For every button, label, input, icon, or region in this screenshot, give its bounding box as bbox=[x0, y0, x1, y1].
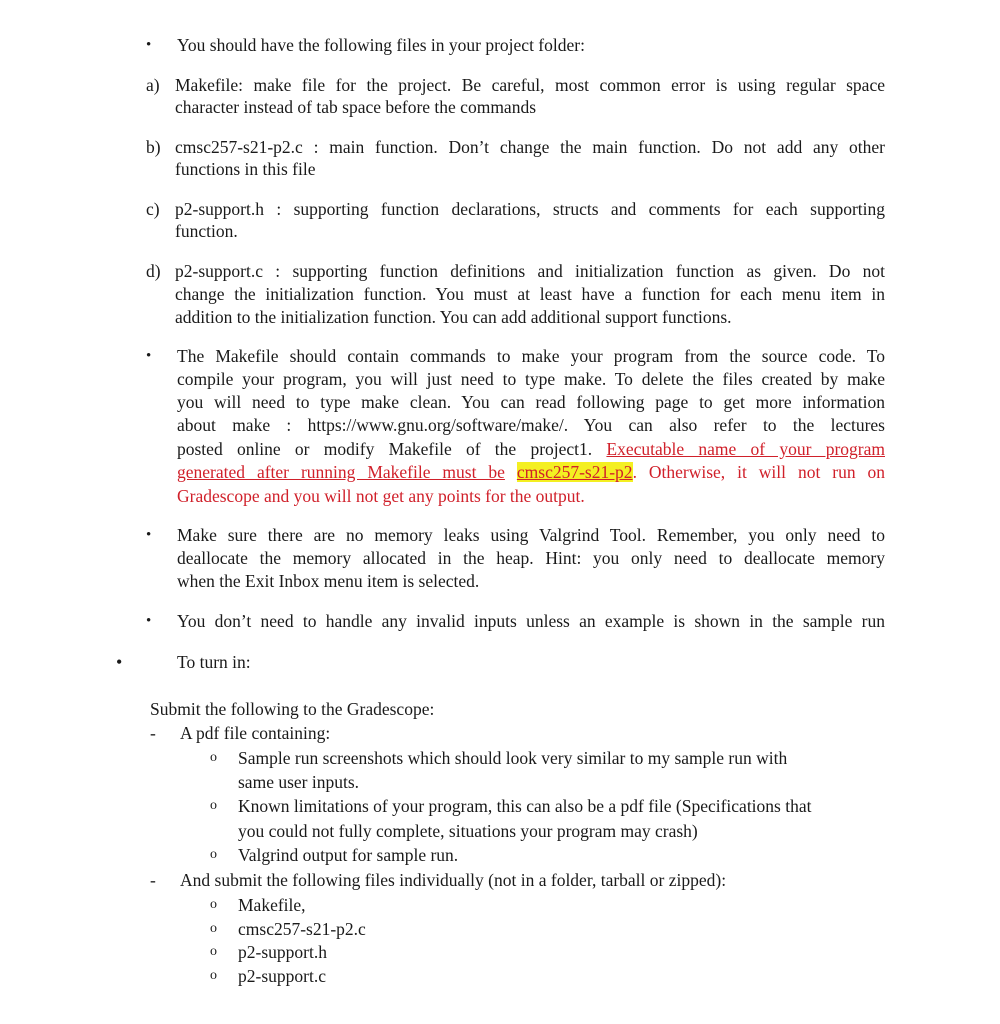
makefile-line-7: Gradescope and you will not get any points for the output. bbox=[177, 486, 585, 506]
item-d-marker: d) bbox=[146, 261, 161, 281]
circle-bullet-icon: o bbox=[210, 798, 217, 813]
circle-bullet-icon: o bbox=[210, 968, 217, 983]
warning-tail: . Otherwise, it will not run on bbox=[632, 462, 886, 482]
item-b-line-1: cmsc257-s21-p2.c : main function. Don’t change the main function. Do not add any other bbox=[175, 137, 885, 157]
turn-in-label: To turn in: bbox=[177, 652, 251, 672]
makefile-line-3: you will need to type make clean. You can read following page to get more information bbox=[177, 392, 885, 412]
pdf-label: A pdf file containing: bbox=[180, 723, 331, 743]
pdf-item-2-line-2: you could not fully complete, situations your program may crash) bbox=[238, 821, 698, 841]
item-c-line-2: function. bbox=[175, 221, 238, 241]
file-item: cmsc257-s21-p2.c bbox=[238, 919, 366, 939]
circle-bullet-icon: o bbox=[210, 847, 217, 862]
item-c-line-1: p2-support.h : supporting function declarations, structs and comments for each supporting bbox=[175, 199, 885, 219]
makefile-line-5-text: posted online or modify Makefile of the project1. bbox=[177, 439, 593, 459]
item-a-line-2: character instead of tab space before the commands bbox=[175, 97, 537, 117]
intro-text: You should have the following files in your project folder: bbox=[177, 35, 585, 55]
circle-bullet-icon: o bbox=[210, 750, 217, 765]
makefile-line-5 bbox=[177, 438, 885, 460]
item-d-line-1: p2-support.c : supporting function definitions and initialization function as given. Do not bbox=[175, 261, 885, 281]
pdf-item-1-line-1: Sample run screenshots which should look very similar to my sample run with bbox=[238, 748, 788, 768]
circle-bullet-icon: o bbox=[210, 921, 217, 936]
pdf-item-1-line-2: same user inputs. bbox=[238, 772, 360, 792]
makefile-line-4: about make : https://www.gnu.org/software/make/. You can also refer to the lectures bbox=[177, 415, 885, 435]
valgrind-line-1: Make sure there are no memory leaks using Valgrind Tool. Remember, you only need to bbox=[177, 525, 885, 545]
makefile-line-1: The Makefile should contain commands to make your program from the source code. To bbox=[177, 346, 885, 366]
bullet-icon: • bbox=[116, 652, 123, 672]
item-d-line-3: addition to the initialization function. You can add additional support functions. bbox=[175, 307, 732, 327]
bullet-icon: • bbox=[146, 37, 152, 53]
executable-name-note-cont: generated after running Makefile must be bbox=[177, 462, 505, 482]
item-b-line-2: functions in this file bbox=[175, 159, 316, 179]
item-a-line-1: Makefile: make file for the project. Be careful, most common error is using regular space bbox=[175, 75, 885, 95]
file-item: p2-support.c bbox=[238, 966, 326, 986]
makefile-line-2: compile your program, you will just need to type make. To delete the files created by make bbox=[177, 369, 885, 389]
pdf-item-2-line-1: Known limitations of your program, this can also be a pdf file (Specifications that bbox=[238, 796, 812, 816]
bullet-icon: • bbox=[146, 527, 152, 543]
item-b-marker: b) bbox=[146, 137, 161, 157]
dash-icon: - bbox=[150, 723, 156, 743]
circle-bullet-icon: o bbox=[210, 944, 217, 959]
executable-name-highlight: cmsc257-s21-p2 bbox=[516, 462, 633, 482]
valgrind-line-2: deallocate the memory allocated in the heap. Hint: you only need to deallocate memory bbox=[177, 548, 885, 568]
files-label: And submit the following files individually (not in a folder, tarball or zipped): bbox=[180, 870, 727, 890]
valgrind-line-3: when the Exit Inbox menu item is selected. bbox=[177, 571, 480, 591]
item-c-marker: c) bbox=[146, 199, 160, 219]
file-item: p2-support.h bbox=[238, 942, 327, 962]
submit-heading: Submit the following to the Gradescope: bbox=[150, 699, 435, 719]
bullet-icon: • bbox=[146, 613, 152, 629]
bullet-icon: • bbox=[146, 348, 152, 364]
dash-icon: - bbox=[150, 870, 156, 890]
executable-name-note: Executable name of your program bbox=[606, 439, 885, 459]
invalid-inputs-text: You don’t need to handle any invalid inputs unless an example is shown in the sample run bbox=[177, 611, 885, 631]
item-d-line-2: change the initialization function. You must at least have a function for each menu item in bbox=[175, 284, 885, 304]
makefile-line-6 bbox=[177, 461, 885, 483]
file-item: Makefile, bbox=[238, 895, 306, 915]
circle-bullet-icon: o bbox=[210, 897, 217, 912]
pdf-item-3: Valgrind output for sample run. bbox=[238, 845, 459, 865]
item-a-marker: a) bbox=[146, 75, 160, 95]
